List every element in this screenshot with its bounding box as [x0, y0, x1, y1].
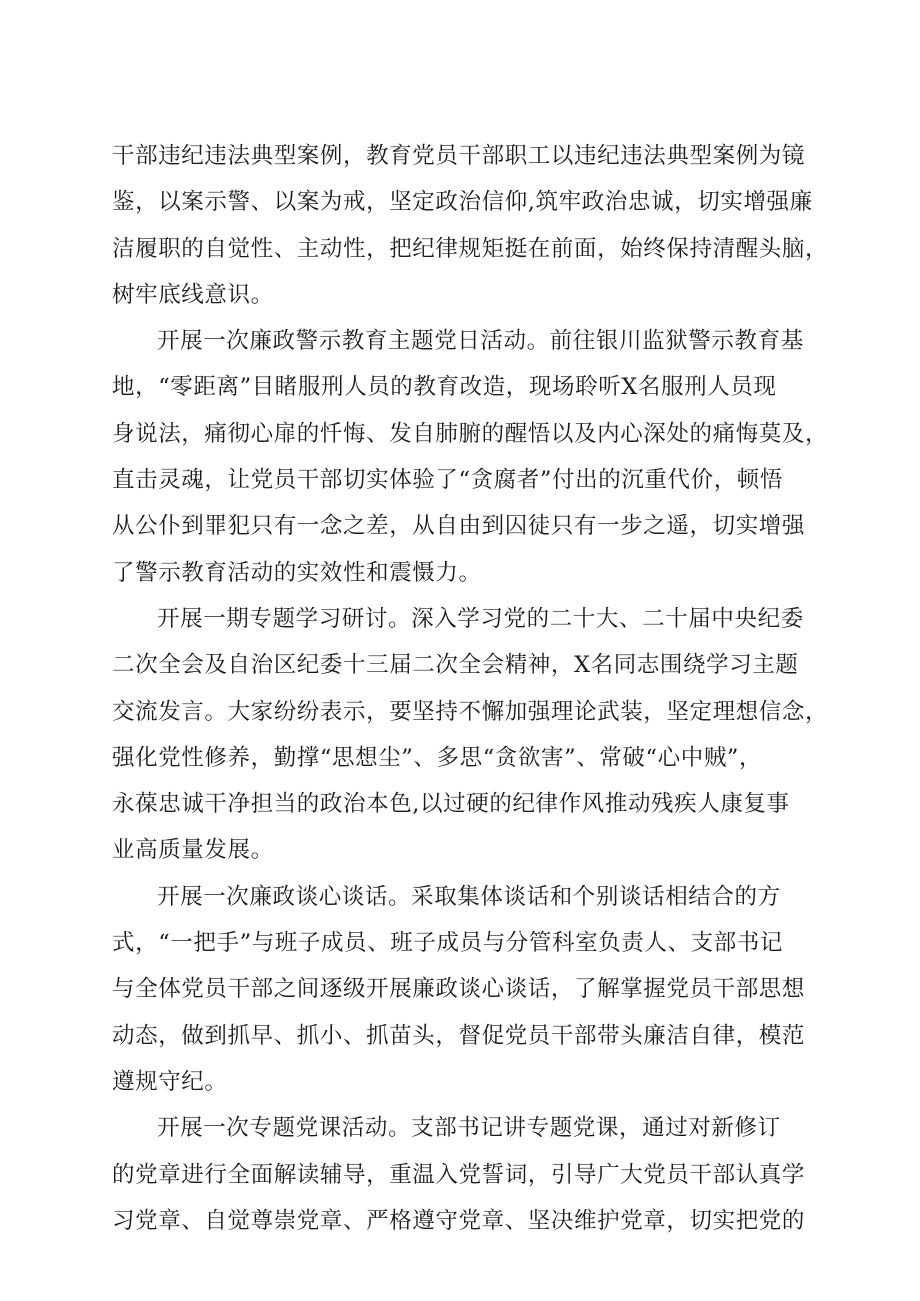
text-line: 式，“一把手”与班子成员、班子成员与分管科室负责人、支部书记 — [112, 930, 784, 957]
text-line: 地，“零距离”目睹服刑人员的教育改造，现场聆听X名服刑人员现 — [112, 374, 777, 401]
text-line: 开展一次专题党课活动。支部书记讲专题党课，通过对新修订 — [157, 1115, 781, 1142]
paragraph — [112, 318, 828, 596]
text-line: 了警示教育活动的实效性和震慑力。 — [112, 559, 482, 586]
text-line: 开展一次廉政警示教育主题党日活动。前往银川监狱警示教育基 — [157, 328, 804, 355]
text-line: 身说法，痛彻心扉的忏悔、发自肺腑的醒悟以及内心深处的痛悔莫及， — [112, 420, 828, 447]
text-line: 强化党性修养，勤撑“思想尘”、多思“贪欲害”、常破“心中贼”， — [112, 744, 763, 771]
text-line: 永葆忠诚干净担当的政治本色,以过硬的纪律作风推动残疾人康复事 — [112, 791, 790, 818]
paragraph — [112, 874, 828, 1105]
text-line: 遵规守纪。 — [112, 1068, 228, 1095]
text-line: 从公仆到罪犯只有一念之差，从自由到囚徒只有一步之遥，切实增强 — [112, 513, 806, 540]
text-line: 交流发言。大家纷纷表示，要坚持不懈加强理论武装，坚定理想信念， — [112, 698, 828, 725]
text-line: 的党章进行全面解读辅导，重温入党誓词，引导广大党员干部认真学 — [112, 1161, 806, 1188]
text-line: 动态，做到抓早、抓小、抓苗头，督促党员干部带头廉洁自律，模范 — [112, 1022, 806, 1049]
text-line: 干部违纪违法典型案例，教育党员干部职工以违纪违法典型案例为镜 — [112, 143, 806, 169]
text-line: 开展一次廉政谈心谈话。采取集体谈话和个别谈话相结合的方 — [157, 883, 781, 910]
text-line: 树牢底线意识。 — [112, 281, 274, 308]
text-line: 二次全会及自治区纪委十三届二次全会精神，X名同志围绕学习主题 — [112, 652, 799, 679]
document-body — [112, 133, 828, 1244]
text-line: 鉴，以案示警、以案为戒，坚定政治信仰,筑牢政治忠诚，切实增强廉 — [112, 189, 813, 216]
paragraph — [112, 133, 828, 318]
text-line: 开展一期专题学习研讨。深入学习党的二十大、二十届中央纪委 — [157, 605, 804, 632]
paragraph — [112, 1105, 828, 1244]
text-line: 直击灵魂，让党员干部切实体验了“贪腐者”付出的沉重代价，顿悟 — [112, 467, 784, 494]
text-line: 业高质量发展。 — [112, 837, 274, 864]
text-line: 与全体党员干部之间逐级开展廉政谈心谈话，了解掌握党员干部思想 — [112, 976, 806, 1003]
text-line: 洁履职的自觉性、主动性，把纪律规矩挺在前面，始终保持清醒头脑， — [112, 235, 828, 262]
text-line: 习党章、自觉尊崇党章、严格遵守党章、坚决维护党章，切实把党的 — [112, 1207, 806, 1234]
paragraph — [112, 596, 828, 874]
